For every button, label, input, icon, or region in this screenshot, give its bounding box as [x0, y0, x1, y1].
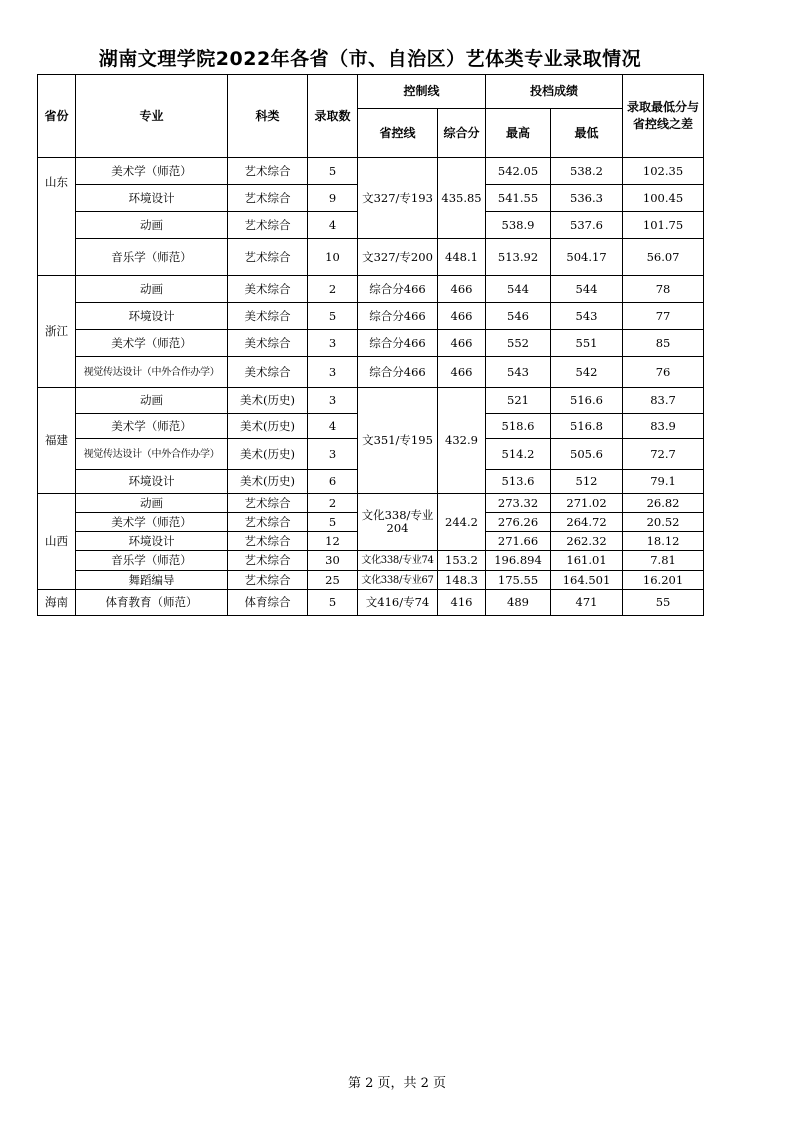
high-cell: 542.05	[486, 158, 551, 185]
high-cell: 513.92	[486, 239, 551, 276]
major-cell: 动画	[76, 388, 228, 414]
category-cell: 艺术综合	[228, 185, 308, 212]
table-row	[38, 571, 704, 590]
diff-cell: 78	[623, 276, 704, 303]
header-scores: 投档成绩	[486, 75, 623, 109]
control-cell: 综合分466	[358, 357, 438, 388]
count-cell: 12	[308, 532, 358, 551]
diff-cell: 56.07	[623, 239, 704, 276]
count-cell: 5	[308, 590, 358, 616]
high-cell: 273.32	[486, 494, 551, 513]
low-cell: 471	[551, 590, 623, 616]
high-cell: 538.9	[486, 212, 551, 239]
composite-cell: 466	[438, 303, 486, 330]
category-cell: 艺术综合	[228, 571, 308, 590]
count-cell: 3	[308, 357, 358, 388]
table-row	[38, 388, 704, 414]
control-cell: 文351/专195	[358, 388, 438, 494]
category-cell: 体育综合	[228, 590, 308, 616]
high-cell: 514.2	[486, 439, 551, 470]
category-cell: 艺术综合	[228, 494, 308, 513]
composite-cell: 448.1	[438, 239, 486, 276]
page-title: 湖南文理学院2022年各省（市、自治区）艺体类专业录取情况	[98, 48, 642, 70]
count-cell: 2	[308, 494, 358, 513]
header-province: 省份	[38, 75, 76, 158]
composite-cell: 432.9	[438, 388, 486, 494]
header-control-line: 控制线	[358, 75, 486, 109]
table-row	[38, 551, 704, 571]
control-cell: 文化338/专业74	[358, 551, 438, 571]
major-cell: 体育教育（师范）	[76, 590, 228, 616]
composite-cell: 416	[438, 590, 486, 616]
category-cell: 美术(历史)	[228, 439, 308, 470]
major-cell: 音乐学（师范）	[76, 551, 228, 571]
control-cell: 文416/专74	[358, 590, 438, 616]
table-row	[38, 158, 704, 185]
control-cell: 综合分466	[358, 276, 438, 303]
table-row	[38, 239, 704, 276]
low-cell: 538.2	[551, 158, 623, 185]
control-cell: 综合分466	[358, 330, 438, 357]
diff-cell: 20.52	[623, 513, 704, 532]
table-row	[38, 303, 704, 330]
province-cell: 海南	[38, 590, 76, 616]
count-cell: 25	[308, 571, 358, 590]
count-cell: 5	[308, 303, 358, 330]
major-cell: 动画	[76, 494, 228, 513]
low-cell: 164.501	[551, 571, 623, 590]
major-cell: 环境设计	[76, 303, 228, 330]
diff-cell: 72.7	[623, 439, 704, 470]
high-cell: 544	[486, 276, 551, 303]
category-cell: 艺术综合	[228, 551, 308, 571]
low-cell: 264.72	[551, 513, 623, 532]
diff-cell: 76	[623, 357, 704, 388]
diff-cell: 100.45	[623, 185, 704, 212]
diff-cell: 79.1	[623, 470, 704, 494]
admission-table	[37, 74, 704, 616]
count-cell: 6	[308, 470, 358, 494]
low-cell: 551	[551, 330, 623, 357]
category-cell: 美术综合	[228, 303, 308, 330]
count-cell: 5	[308, 513, 358, 532]
diff-cell: 26.82	[623, 494, 704, 513]
low-cell: 543	[551, 303, 623, 330]
diff-cell: 16.201	[623, 571, 704, 590]
major-cell: 视觉传达设计（中外合作办学）	[76, 357, 228, 388]
header-highest: 最高	[486, 109, 551, 158]
high-cell: 521	[486, 388, 551, 414]
major-cell: 动画	[76, 212, 228, 239]
category-cell: 艺术综合	[228, 158, 308, 185]
low-cell: 271.02	[551, 494, 623, 513]
major-cell: 美术学（师范）	[76, 158, 228, 185]
high-cell: 513.6	[486, 470, 551, 494]
low-cell: 537.6	[551, 212, 623, 239]
category-cell: 美术综合	[228, 330, 308, 357]
diff-cell: 55	[623, 590, 704, 616]
page-footer: 第 2 页，共 2 页	[347, 1076, 447, 1091]
diff-cell: 18.12	[623, 532, 704, 551]
composite-cell: 466	[438, 276, 486, 303]
high-cell: 518.6	[486, 414, 551, 439]
low-cell: 504.17	[551, 239, 623, 276]
control-cell: 文327/专193	[358, 158, 438, 239]
category-cell: 艺术综合	[228, 532, 308, 551]
diff-cell: 83.7	[623, 388, 704, 414]
header-row	[38, 75, 704, 109]
header-diff: 录取最低分与省控线之差	[623, 75, 704, 158]
low-cell: 512	[551, 470, 623, 494]
major-cell: 美术学（师范）	[76, 330, 228, 357]
table-row	[38, 330, 704, 357]
diff-cell: 85	[623, 330, 704, 357]
low-cell: 544	[551, 276, 623, 303]
category-cell: 艺术综合	[228, 212, 308, 239]
header-admitted: 录取数	[308, 75, 358, 158]
count-cell: 4	[308, 414, 358, 439]
composite-cell: 244.2	[438, 494, 486, 551]
high-cell: 271.66	[486, 532, 551, 551]
composite-cell: 148.3	[438, 571, 486, 590]
composite-cell: 466	[438, 330, 486, 357]
count-cell: 30	[308, 551, 358, 571]
control-cell: 文化338/专业67	[358, 571, 438, 590]
major-cell: 美术学（师范）	[76, 513, 228, 532]
low-cell: 505.6	[551, 439, 623, 470]
category-cell: 美术(历史)	[228, 414, 308, 439]
province-cell: 山东	[38, 158, 76, 276]
control-cell: 综合分466	[358, 303, 438, 330]
major-cell: 环境设计	[76, 185, 228, 212]
composite-cell: 435.85	[438, 158, 486, 239]
count-cell: 9	[308, 185, 358, 212]
control-cell: 文化338/专业204	[358, 494, 438, 551]
table-row	[38, 357, 704, 388]
high-cell: 546	[486, 303, 551, 330]
high-cell: 543	[486, 357, 551, 388]
low-cell: 516.8	[551, 414, 623, 439]
diff-cell: 83.9	[623, 414, 704, 439]
major-cell: 环境设计	[76, 470, 228, 494]
major-cell: 舞蹈编导	[76, 571, 228, 590]
major-cell: 视觉传达设计（中外合作办学）	[76, 439, 228, 470]
count-cell: 10	[308, 239, 358, 276]
header-composite: 综合分	[438, 109, 486, 158]
count-cell: 2	[308, 276, 358, 303]
count-cell: 3	[308, 439, 358, 470]
category-cell: 美术(历史)	[228, 388, 308, 414]
major-cell: 音乐学（师范）	[76, 239, 228, 276]
low-cell: 536.3	[551, 185, 623, 212]
major-cell: 环境设计	[76, 532, 228, 551]
table-row	[38, 494, 704, 513]
low-cell: 161.01	[551, 551, 623, 571]
composite-cell: 153.2	[438, 551, 486, 571]
major-cell: 动画	[76, 276, 228, 303]
high-cell: 489	[486, 590, 551, 616]
control-cell: 文327/专200	[358, 239, 438, 276]
province-cell: 福建	[38, 388, 76, 494]
count-cell: 4	[308, 212, 358, 239]
table-row	[38, 276, 704, 303]
category-cell: 艺术综合	[228, 239, 308, 276]
diff-cell: 77	[623, 303, 704, 330]
composite-cell: 466	[438, 357, 486, 388]
header-category: 科类	[228, 75, 308, 158]
category-cell: 艺术综合	[228, 513, 308, 532]
low-cell: 516.6	[551, 388, 623, 414]
header-major: 专业	[76, 75, 228, 158]
diff-cell: 7.81	[623, 551, 704, 571]
count-cell: 3	[308, 330, 358, 357]
diff-cell: 101.75	[623, 212, 704, 239]
count-cell: 3	[308, 388, 358, 414]
high-cell: 196.894	[486, 551, 551, 571]
high-cell: 541.55	[486, 185, 551, 212]
table-row	[38, 590, 704, 616]
diff-cell: 102.35	[623, 158, 704, 185]
high-cell: 175.55	[486, 571, 551, 590]
header-lowest: 最低	[551, 109, 623, 158]
province-cell: 山西	[38, 494, 76, 590]
count-cell: 5	[308, 158, 358, 185]
header-prov-control: 省控线	[358, 109, 438, 158]
low-cell: 262.32	[551, 532, 623, 551]
major-cell: 美术学（师范）	[76, 414, 228, 439]
high-cell: 552	[486, 330, 551, 357]
province-cell: 浙江	[38, 276, 76, 388]
category-cell: 美术(历史)	[228, 470, 308, 494]
high-cell: 276.26	[486, 513, 551, 532]
category-cell: 美术综合	[228, 357, 308, 388]
low-cell: 542	[551, 357, 623, 388]
category-cell: 美术综合	[228, 276, 308, 303]
